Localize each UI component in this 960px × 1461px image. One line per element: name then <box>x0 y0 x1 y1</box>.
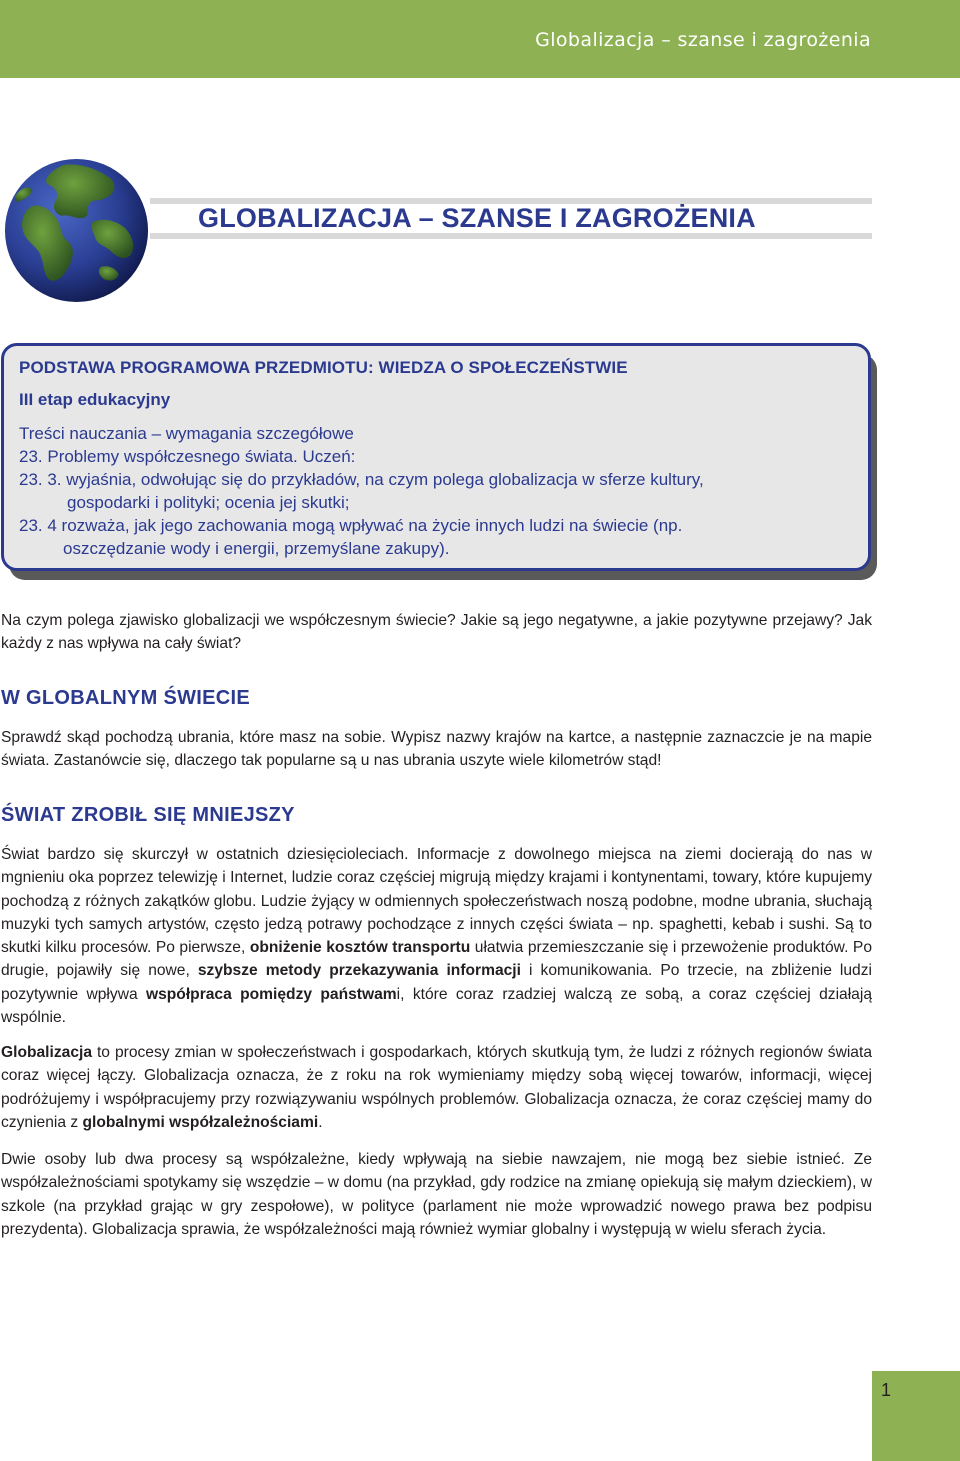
intro-paragraph: Na czym polega zjawisko globalizacji we współczesnym świecie? Jakie są jego negatywne, a jakie pozytywne przejawy? Jak każdy z nas wpływa na cały świat? <box>1 612 872 653</box>
section1-paragraph: Sprawdź skąd pochodzą ubrania, które masz na sobie. Wypisz nazwy krajów na kartce, a następnie zaznaczcie je na mapie świata. Zastanówcie się, dlaczego tak popularne są u nas ubrania uszyte wiele kilometrów stąd! <box>1 729 872 770</box>
curriculum-line: Treści nauczania – wymagania szczegółowe <box>19 424 354 443</box>
section-heading-global-world: W GLOBALNYM ŚWIECIE <box>1 687 251 709</box>
curriculum-stage: III etap edukacyjny <box>19 390 171 409</box>
section-heading-smaller-world: ŚWIAT ZROBIŁ SIĘ MNIEJSZY <box>1 804 295 826</box>
section2-paragraph-2: Globalizacja to procesy zmian w społeczeństwach i gospodarkach, których skutkują tym, że ludzi z różnych regionów świata coraz więcej łączy. Globalizacja oznacza, że z roku na rok wymieniamy między sobą więcej towarów, informacji, więcej podróżujemy i współpracujemy przy rozwiązywaniu wspólnych problemów. Globalizacja oznacza, że coraz częściej mamy do czynienia z globalnymi współzależnościami. <box>1 1044 872 1131</box>
running-header: Globalizacja – szanse i zagrożenia <box>535 29 871 51</box>
page-number: 1 <box>881 1380 892 1400</box>
globe-icon <box>3 157 150 304</box>
section2-paragraph-3: Dwie osoby lub dwa procesy są współzależne, kiedy wpływają na siebie nawzajem, nie mogą bez siebie istnieć. Ze współzależnościami spotykamy się wszędzie – w domu (na przykład, gdy rodzice na zmianę opiekują się małym dzieckiem), w szkole (na przykład grając w gry zespołowe), w polityce (parlament nie może wprowadzić nowego prawa bez podpisu prezydenta). Globalizacja sprawia, że współzależności mają również wymiar globalny i występują w wielu sferach życia. <box>1 1151 872 1238</box>
curriculum-line: 23. 4 rozważa, jak jego zachowania mogą wpływać na życie innych ludzi na świecie (np. <box>19 516 683 535</box>
curriculum-line: gospodarki i polityki; ocenia jej skutki; <box>67 493 350 512</box>
curriculum-line: oszczędzanie wody i energii, przemyślane zakupy). <box>63 539 450 558</box>
page-title: GLOBALIZACJA – SZANSE I ZAGROŻENIA <box>198 203 756 233</box>
curriculum-heading: PODSTAWA PROGRAMOWA PRZEDMIOTU: WIEDZA O SPOŁECZEŃSTWIE <box>19 358 628 377</box>
curriculum-line: 23. Problemy współczesnego świata. Uczeń: <box>19 447 356 466</box>
curriculum-line: 23. 3. wyjaśnia, odwołując się do przykładów, na czym polega globalizacja w sferze kultury, <box>19 470 704 489</box>
section2-paragraph-1: Świat bardzo się skurczył w ostatnich dziesięcioleciach. Informacje z dowolnego miejsca na ziemi docierają do nas w mgnieniu oka poprzez telewizję i Internet, ludzie coraz częściej migrują między krajami i kontynentami, towary, które kupujemy pochodzą z różnych zakątków globu. Ludzie żyjący w odmiennych społeczeństwach noszą podobne, modne ubrania, słuchają muzyki tych samych artystów, często jedzą potrawy pochodzące z innych części świata – np. spaghetti, kebab i sushi. Są to skutki kilku procesów. Po pierwsze, obniżenie kosztów transportu ułatwia przemieszczanie się i przewożenie produktów. Po drugie, pojawiły się nowe, szybsze metody przekazywania informacji i komunikowania. Po trzecie, na zbliżenie ludzi pozytywnie wpływa współpraca pomiędzy państwami, które coraz rzadziej walczą ze sobą, a coraz częściej działają wspólnie. <box>1 846 872 1027</box>
